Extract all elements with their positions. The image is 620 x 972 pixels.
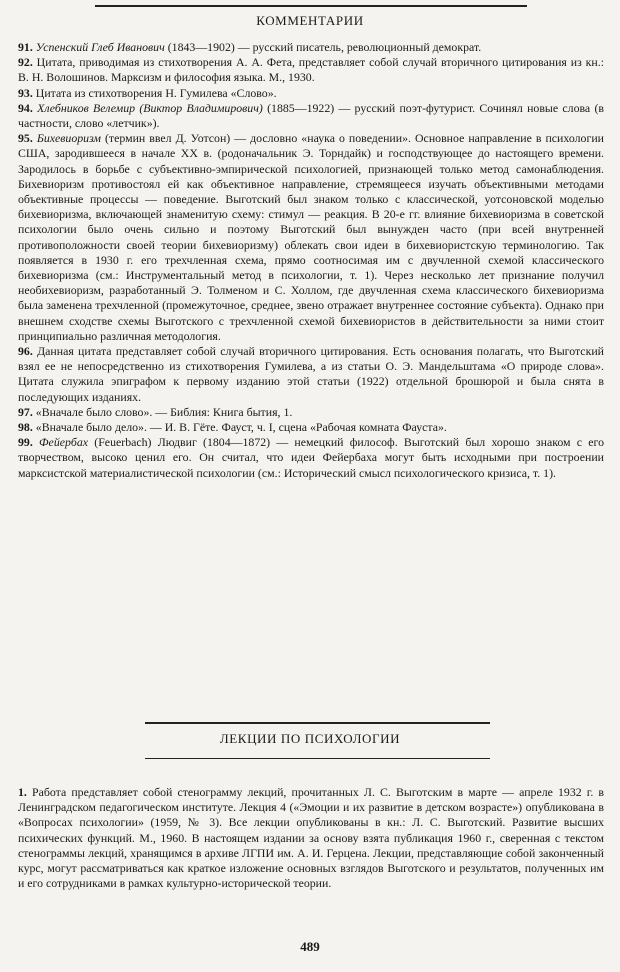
note-number: 99.	[18, 435, 33, 450]
section-rule-bottom	[145, 758, 490, 759]
note-number: 93.	[18, 85, 33, 100]
note-93	[18, 86, 604, 101]
note-text: Данная цитата представляет собой случай вторичного цитирования. Есть основания полагать, что Выготский взял ее не непосредственно из стихотворения Гумилева, а из статьи О. Э. Мандельштама «О природе слова». Цитата служила эпиграфом к первому изданию этой статьи (1922) отдельной брошюрой и была снята в последующих изданиях.	[18, 344, 604, 404]
note-99	[18, 435, 604, 481]
top-rule	[95, 5, 527, 7]
note-92	[18, 55, 604, 85]
section-title: ЛЕКЦИИ ПО ПСИХОЛОГИИ	[219, 731, 401, 746]
note-98	[18, 420, 604, 435]
note-text: «Вначале было дело». — И. В. Гёте. Фауст, ч. I, сцена «Рабочая комната Фауста».	[32, 420, 447, 435]
note-number: 97.	[18, 404, 33, 419]
note-97	[18, 405, 604, 420]
note-name: Бихевиоризм	[36, 131, 101, 146]
page-number: 489	[300, 939, 320, 954]
note-text: (Feuerbach) Людвиг (1804—1872) — немецкий философ. Выготский был хорошо знаком с его творчеством, высоко ценил его. Он считал, что идеи Фейербаха могут быть исходными при построении марксистской материалистической психологии (см.: Исторический смысл психологического кризиса, т. 1).	[18, 435, 604, 480]
note-name: Хлебников Велемир (Виктор Владимирович)	[37, 100, 263, 115]
note-number: 94.	[18, 100, 33, 115]
note-text: «Вначале было слово». — Библия: Книга бытия, 1.	[32, 404, 293, 419]
note-96	[18, 344, 604, 405]
note-number: 1.	[18, 785, 27, 799]
note-95	[18, 131, 604, 344]
note-text: (1885—1922) — русский поэт-футурист. Сочинял новые слова (в частности, слово «летчик»).	[18, 100, 604, 131]
note-text: Цитата из стихотворения Н. Гумилева «Слово».	[32, 85, 277, 100]
note-text: Цитата, приводимая из стихотворения А. А. Фета, представляет собой случай вторичного цитирования из кн.: В. Н. Волошинов. Марксизм и философия языка. М., 1930.	[18, 55, 604, 85]
note-number: 92.	[18, 55, 33, 70]
note-number: 96.	[18, 344, 33, 359]
note-lectures-1	[18, 785, 604, 891]
note-name: Успенский Глеб Иванович	[35, 40, 165, 54]
lectures-block	[18, 785, 604, 891]
comments-block	[18, 40, 604, 481]
note-number: 91.	[18, 40, 33, 54]
note-94	[18, 101, 604, 131]
note-text: Работа представляет собой стенограмму лекций, прочитанных Л. С. Выготским в марте — апреле 1932 г. в Ленинградском педагогическом институте. Лекция 4 («Эмоции и их развитие в детском возрасте») опубликована в «Вопросах психологии» (1959, № 3). Все лекции опубликованы в кн.: Л. С. Выготский. Развитие высших психических функций. М., 1960. В настоящем издании за основу взята публикация 1960 г., сверенная с текстом стенограммы лекций, хранящимся в архиве ЛГПИ им. А. И. Герцена. Лекции, представляющие собой законченный курс, могут рассматриваться как краткое изложение основных взглядов Выготского и результатов, полученных им и его сотрудниками в рамках культурно-исторической теории.	[18, 785, 604, 891]
note-name: Фейербах	[39, 435, 89, 450]
running-header: КОММЕНТАРИИ	[256, 13, 364, 28]
note-number: 95.	[18, 131, 33, 146]
section-rule-top	[145, 722, 490, 724]
note-text: (1843—1902) — русский писатель, революционный демократ.	[164, 40, 482, 54]
note-text: (термин ввел Д. Уотсон) — дословно «наука о поведении». Основное направление в психологии США, зародившееся в начале XX в. (родоначальник Э. Торндайк) и господствующее до настоящего времени. Зародилось в борьбе с субъективно-эмпирической психологией, признающей только метод самонаблюдения. Бихевиоризм противостоял ей как объективное направление, стремящееся изучать объективными методами объективные процессы — поведение. Выготский был знаком только с классической, уотсоновской моделью бихевиоризма, включающей знаменитую схему: стимул — реакция. В 20-е гг. влияние бихевиоризма в советской психологии было очень сильно и поэтому Выготский был вынужден часто (при всей внутренней противоположности своей теории бихевиоризму) облекать свои идеи в бихевиористскую терминологию. Так появляется в 1930 г. его трехчленная схема, прямо соотносимая им с двучленной схемой классического бихевиоризма (см.: Инструментальный метод в психологии, т. 1). Через несколько лет признание получил необихевиоризм, разработанный Э. Толменом и С. Холлом, где двучленная схема классического бихевиоризма была заменена трехчленной (промежуточное, среднее, звено отражает внутреннее состояние субъекта). Однако при внешнем сходстве схемы Выготского с трехчленной схемой бихевиористов в действительности за ними стоит принципиально различная методология.	[18, 131, 604, 343]
note-number: 98.	[18, 420, 33, 435]
note-91	[18, 40, 604, 55]
